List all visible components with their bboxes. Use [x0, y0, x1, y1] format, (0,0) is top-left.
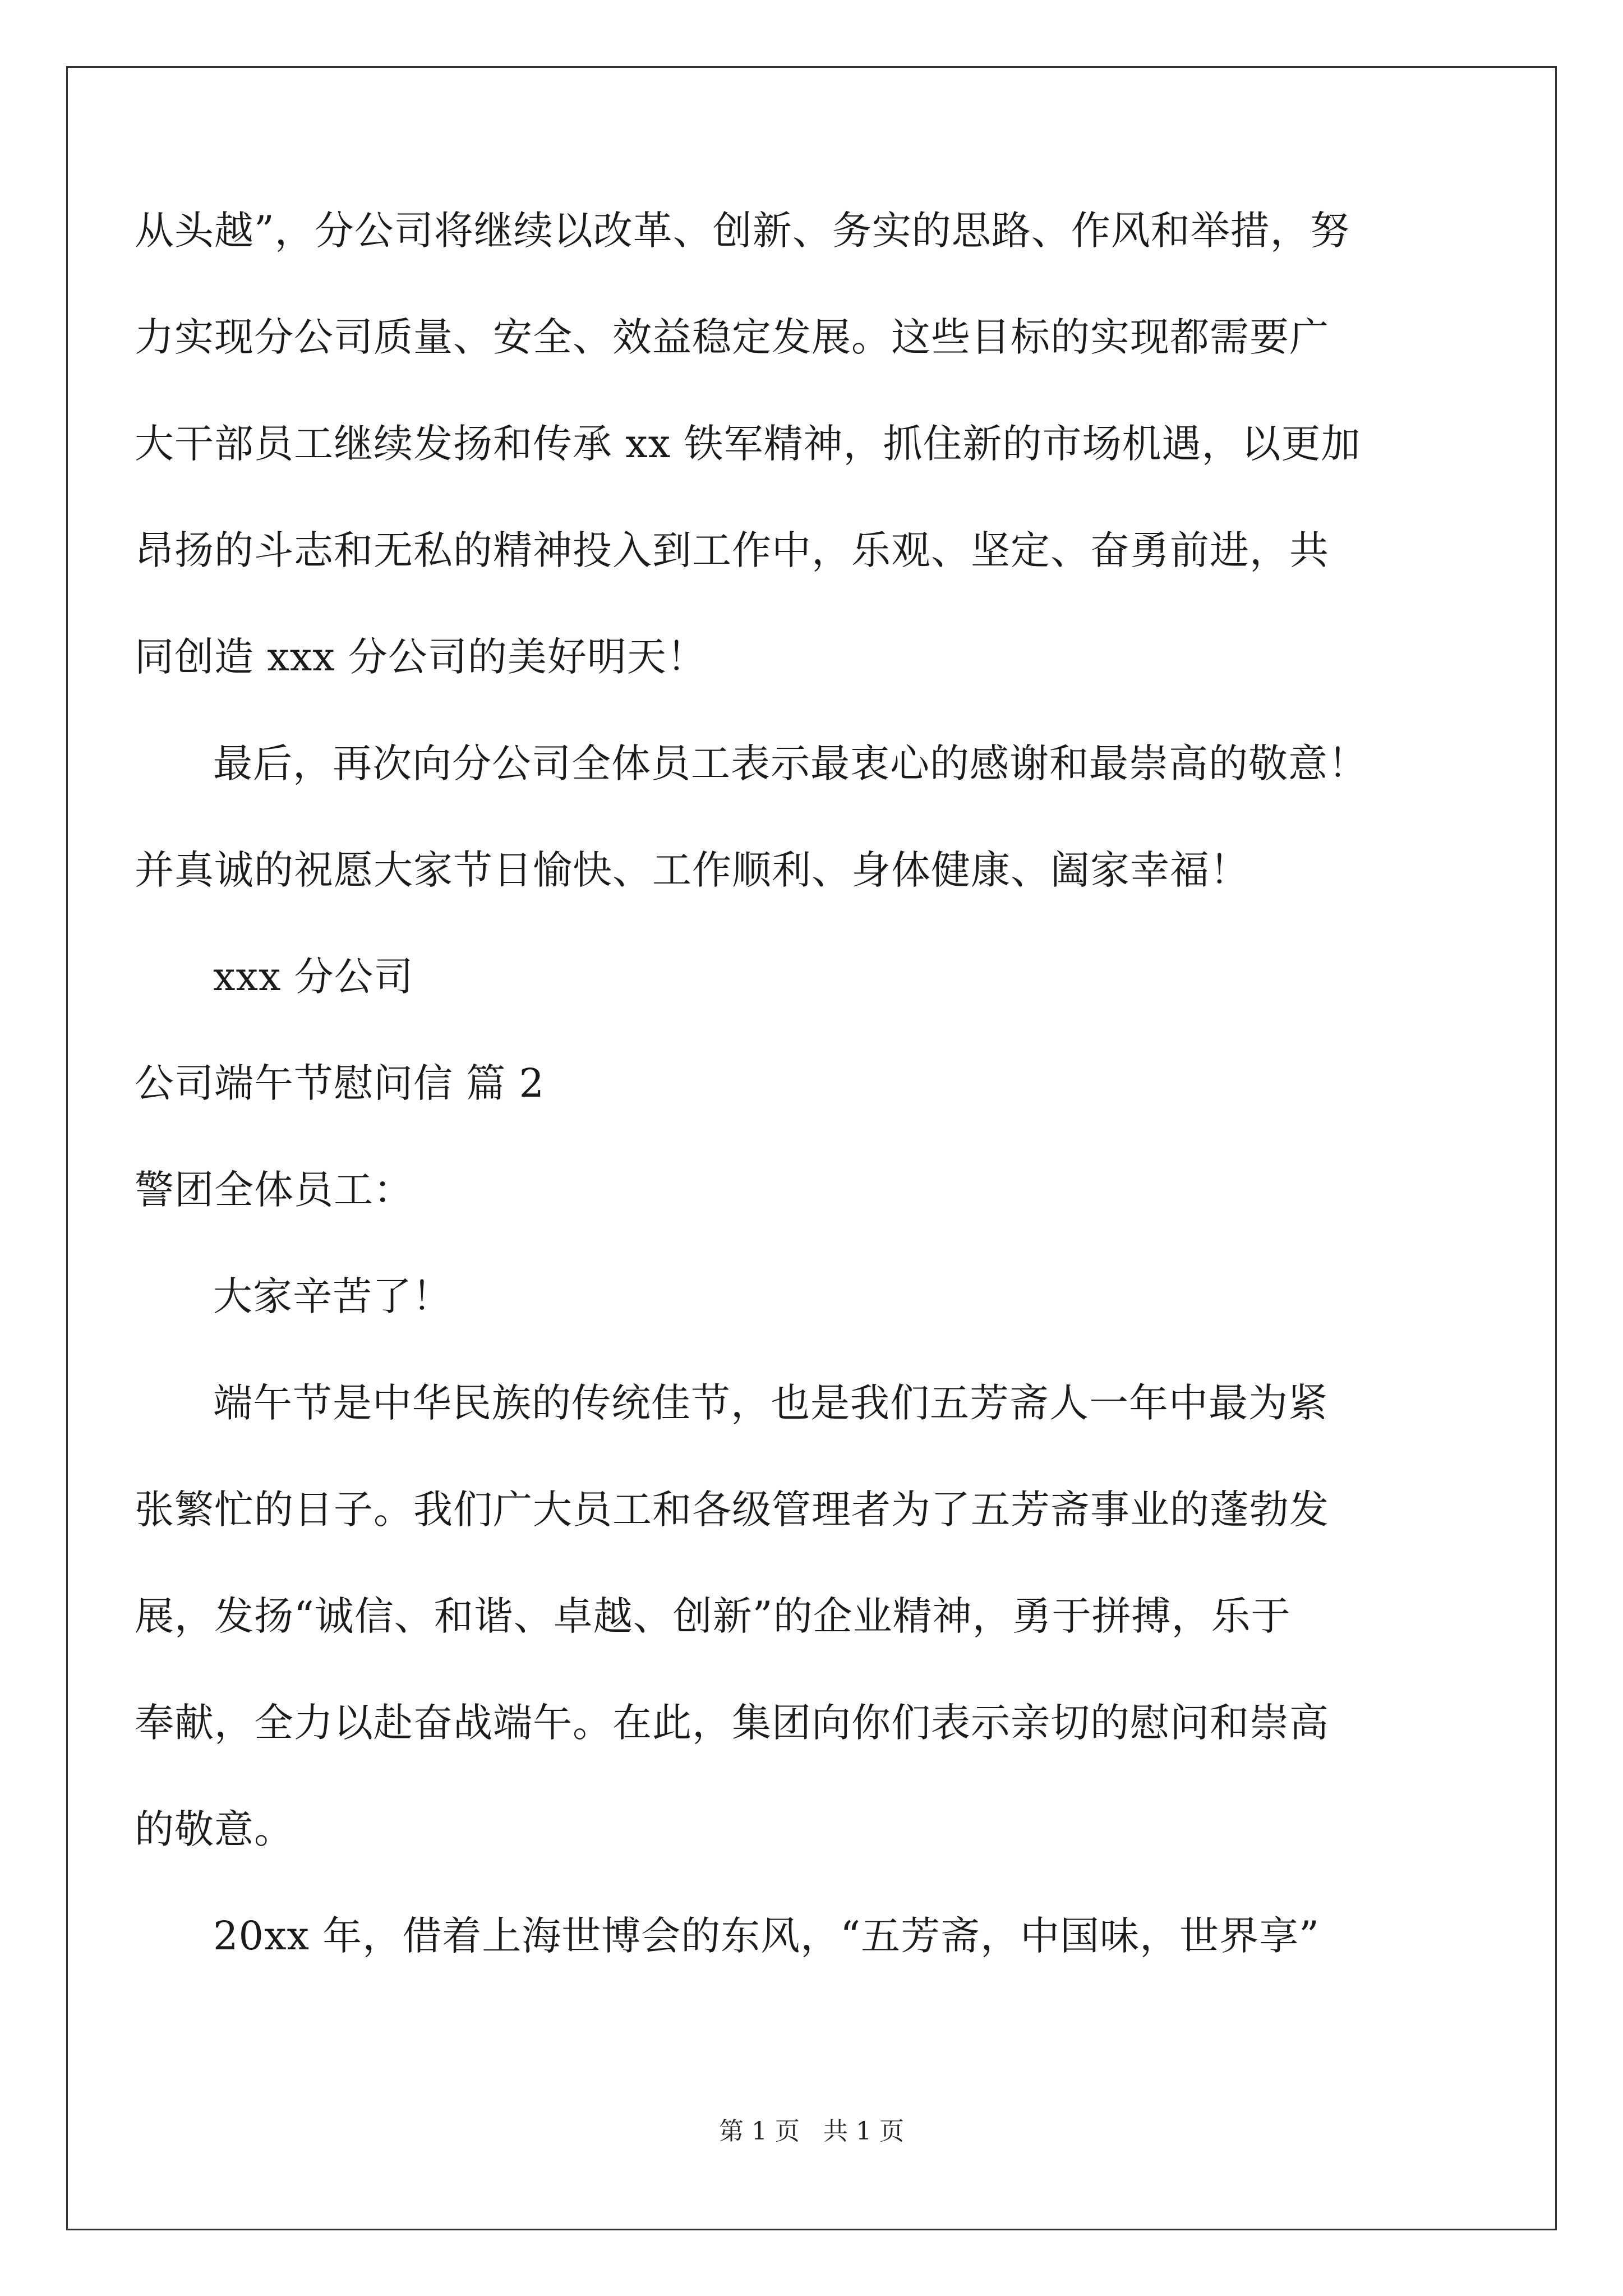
text-line: 20xx 年，借着上海世博会的东风，“五芳斋，中国味，世界享”	[213, 1913, 1320, 1959]
text-line: 并真诚的祝愿大家节日愉快、工作顺利、身体健康、阖家幸福！	[135, 847, 1249, 893]
signature-line: xxx 分公司	[213, 954, 414, 1000]
salutation: 警团全体员工：	[135, 1167, 413, 1213]
text-line: 从头越”，分公司将继续以改革、创新、务实的思路、作风和举措，努	[135, 208, 1350, 254]
text-line: 同创造 xxx 分公司的美好明天！	[135, 634, 707, 680]
text-line: 力实现分公司质量、安全、效益稳定发展。这些目标的实现都需要广	[135, 314, 1329, 360]
text-line: 昂扬的斗志和无私的精神投入到工作中，乐观、坚定、奋勇前进，共	[135, 527, 1329, 573]
text-line: 大家辛苦了！	[213, 1273, 452, 1319]
text-line: 张繁忙的日子。我们广大员工和各级管理者为了五芳斋事业的蓬勃发	[135, 1487, 1329, 1533]
text-line: 最后，再次向分公司全体员工表示最衷心的感谢和最崇高的敬意！	[213, 740, 1368, 786]
text-line: 端午节是中华民族的传统佳节，也是我们五芳斋人一年中最为紧	[213, 1380, 1328, 1426]
page-border	[66, 66, 1557, 2230]
page-total: 共 1 页	[823, 2117, 904, 2146]
text-line: 的敬意。	[135, 1806, 294, 1852]
page-number: 第 1 页	[719, 2117, 800, 2146]
text-line: 大干部员工继续发扬和传承 xx 铁军精神，抓住新的市场机遇，以更加	[135, 421, 1361, 467]
page-footer	[0, 2115, 1623, 2148]
text-line: 奉献，全力以赴奋战端午。在此，集团向你们表示亲切的慰问和崇高	[135, 1700, 1329, 1746]
section-heading: 公司端午节慰问信 篇 2	[135, 1060, 545, 1106]
text-line: 展，发扬“诚信、和谐、卓越、创新”的企业精神，勇于拼搏，乐于	[135, 1593, 1291, 1639]
